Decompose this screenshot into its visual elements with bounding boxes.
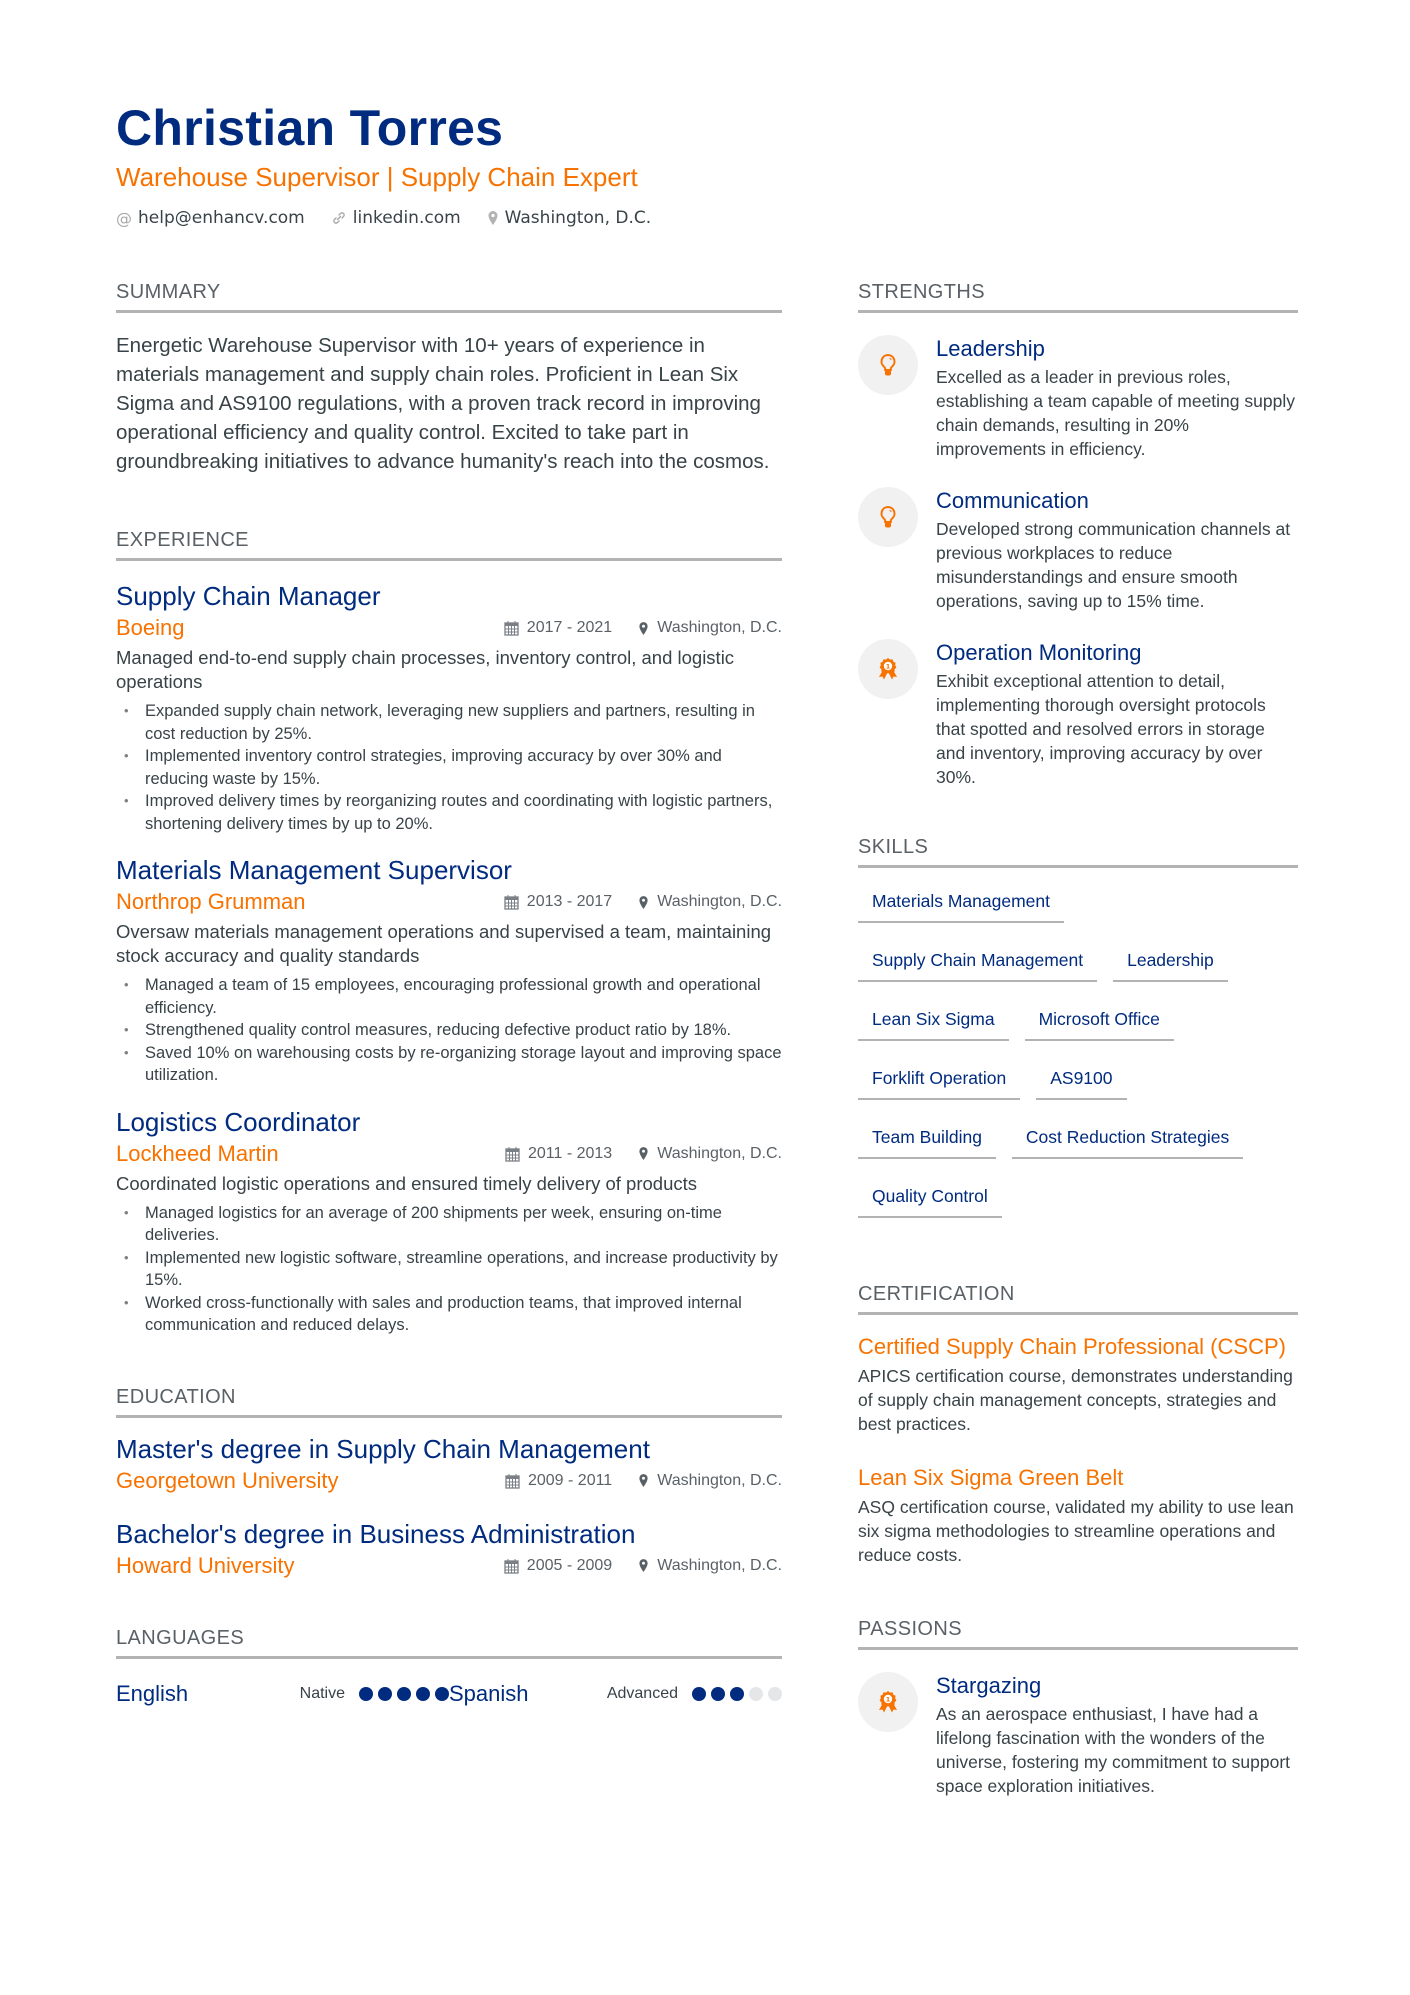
summary-section (116, 280, 782, 476)
strengths-heading: STRENGTHS (858, 280, 1298, 313)
calendar-icon (504, 620, 519, 636)
job-dates: 2011 - 2013 (527, 1144, 613, 1162)
calendar-icon (505, 1473, 520, 1489)
job-bullets (116, 700, 782, 835)
language-name: English (116, 1680, 189, 1706)
education-section (116, 1385, 782, 1580)
at-icon: @ (116, 208, 132, 228)
skill-tag: Materials Management (858, 884, 1064, 923)
languages-heading: LANGUAGES (116, 1626, 782, 1659)
experience-item (116, 853, 782, 1087)
certification-title: Lean Six Sigma Green Belt (858, 1465, 1124, 1490)
passion-title: Stargazing (936, 1673, 1042, 1698)
job-location: Washington, D.C. (657, 1144, 782, 1162)
skill-tag: Supply Chain Management (858, 943, 1097, 982)
contact-location-text: Washington, D.C. (504, 208, 652, 228)
rating-dot-filled (359, 1687, 373, 1701)
svg-text:1: 1 (885, 662, 891, 671)
education-location: Washington, D.C. (657, 1471, 782, 1489)
school-name: Howard University (116, 1552, 295, 1578)
contact-location (487, 208, 651, 228)
rating-dot-filled (416, 1687, 430, 1701)
education-location: Washington, D.C. (657, 1556, 782, 1574)
certification-title: Certified Supply Chain Professional (CSCP) (858, 1334, 1286, 1359)
rating-dot-empty (768, 1687, 782, 1701)
job-location: Washington, D.C. (657, 619, 782, 636)
job-bullets (116, 1202, 782, 1337)
job-bullet: • Implemented inventory control strategies, improving accuracy by over 30% and reducing waste by 15%. (116, 745, 782, 790)
calendar-icon (504, 1558, 519, 1574)
strength-title: Operation Monitoring (936, 640, 1142, 665)
strength-description: Developed strong communication channels at previous workplaces to reduce misunderstandings and ensure smooth operations, saving up to 15% time. (936, 519, 1291, 611)
skill-tag: Quality Control (858, 1179, 1002, 1218)
skill-tag: Forklift Operation (858, 1061, 1020, 1100)
skill-tag: AS9100 (1036, 1061, 1126, 1100)
location-pin-icon (638, 1558, 649, 1573)
skills-section (858, 835, 1298, 1238)
contact-linkedin[interactable] (331, 208, 461, 228)
strength-item (858, 487, 1298, 613)
skill-tag: Team Building (858, 1120, 996, 1159)
svg-text:1: 1 (885, 1695, 891, 1704)
job-bullet: • Expanded supply chain network, leveraging new suppliers and partners, resulting in cost reduction by 25%. (116, 700, 782, 745)
job-dates: 2013 - 2017 (526, 893, 613, 910)
passions-heading: PASSIONS (858, 1617, 1298, 1650)
certification-description: ASQ certification course, validated my ability to use lean six sigma methodologies to streamline operations and reduce costs. (858, 1497, 1294, 1565)
job-title: Supply Chain Manager (116, 581, 381, 611)
job-location: Washington, D.C. (657, 893, 782, 910)
company-name: Boeing (116, 615, 185, 640)
right-column (858, 280, 1298, 1798)
education-heading: EDUCATION (116, 1385, 782, 1418)
job-dates: 2017 - 2021 (526, 619, 613, 636)
education-dates: 2005 - 2009 (526, 1556, 613, 1574)
language-item (116, 1681, 449, 1707)
experience-item (116, 1105, 782, 1337)
candidate-title: Warehouse Supervisor | Supply Chain Expert (116, 162, 638, 192)
job-bullet: • Managed a team of 15 employees, encouraging professional growth and operational efficiency. (116, 974, 782, 1019)
job-description: Oversaw materials management operations and supervised a team, maintaining stock accuracy and quality standards (116, 921, 772, 966)
strengths-section (858, 280, 1298, 789)
link-icon (331, 210, 347, 226)
calendar-icon (504, 894, 519, 910)
strength-item (858, 639, 1298, 789)
contact-list (116, 208, 1296, 228)
job-title: Logistics Coordinator (116, 1106, 361, 1137)
resume-header (116, 98, 1296, 228)
contact-email-text: help@enhancv.com (138, 208, 305, 228)
experience-section (116, 528, 782, 1337)
job-bullet: • Managed logistics for an average of 200 shipments per week, ensuring on-time deliveries. (116, 1202, 782, 1247)
job-title: Materials Management Supervisor (116, 855, 512, 885)
certification-item (858, 1333, 1298, 1436)
location-pin-icon (638, 1473, 649, 1488)
location-pin-icon (638, 621, 649, 636)
language-level: Native (299, 1684, 345, 1702)
skill-tag: Leadership (1113, 943, 1228, 982)
skill-tag: Cost Reduction Strategies (1012, 1120, 1243, 1159)
school-name: Georgetown University (116, 1467, 339, 1493)
rating-dot-filled (730, 1687, 744, 1701)
rating-dot-filled (397, 1687, 411, 1701)
education-dates: 2009 - 2011 (527, 1471, 613, 1489)
job-bullets (116, 974, 782, 1087)
language-item (449, 1681, 782, 1707)
company-name: Northrop Grumman (116, 889, 306, 914)
rating-dot-filled (435, 1687, 449, 1701)
strength-description: Exhibit exceptional attention to detail, implementing thorough oversight protocols that spotted and resolved errors in storage and inventory, improving accuracy by over 30%. (936, 671, 1266, 787)
education-item (116, 1432, 782, 1495)
rating-dot-filled (711, 1687, 725, 1701)
location-pin-icon (487, 210, 499, 226)
job-description: Coordinated logistic operations and ensured timely delivery of products (116, 1172, 698, 1194)
award-ribbon-icon (858, 639, 918, 699)
strength-title: Leadership (936, 336, 1045, 361)
experience-heading: EXPERIENCE (116, 528, 782, 561)
lightbulb-icon (858, 335, 918, 395)
language-rating (692, 1687, 782, 1701)
award-ribbon-icon (858, 1672, 918, 1732)
job-description: Managed end-to-end supply chain processes, inventory control, and logistic operations (116, 647, 735, 692)
passions-section (858, 1617, 1298, 1798)
left-column (116, 280, 782, 1707)
certification-description: APICS certification course, demonstrates understanding of supply chain management concepts, strategies and best practices. (858, 1366, 1293, 1434)
summary-heading: SUMMARY (116, 280, 782, 313)
education-item (116, 1517, 782, 1580)
contact-linkedin-text: linkedin.com (352, 208, 461, 228)
degree-title: Master's degree in Supply Chain Management (116, 1433, 650, 1464)
passion-item (858, 1672, 1298, 1798)
job-bullet: • Improved delivery times by reorganizing routes and coordinating with logistic partners, shortening delivery times by up to 20%. (116, 790, 782, 835)
certification-item (858, 1464, 1298, 1567)
company-name: Lockheed Martin (116, 1140, 279, 1166)
location-pin-icon (638, 895, 649, 910)
job-bullet: • Worked cross-functionally with sales and production teams, that improved internal communication and reduced delays. (116, 1292, 782, 1337)
rating-dot-empty (749, 1687, 763, 1701)
strength-description: Excelled as a leader in previous roles, establishing a team capable of meeting supply chain demands, resulting in 20% improvements in efficiency. (936, 367, 1295, 459)
rating-dot-filled (378, 1687, 392, 1701)
job-bullet: • Saved 10% on warehousing costs by re-organizing storage layout and improving space utilization. (116, 1042, 782, 1087)
lightbulb-icon (858, 487, 918, 547)
experience-item (116, 579, 782, 835)
skill-tag: Microsoft Office (1025, 1002, 1174, 1041)
certification-section (858, 1282, 1298, 1567)
degree-title: Bachelor's degree in Business Administration (116, 1518, 636, 1549)
rating-dot-filled (692, 1687, 706, 1701)
location-pin-icon (638, 1146, 649, 1161)
passion-description: As an aerospace enthusiast, I have had a lifelong fascination with the wonders of the universe, fostering my commitment to support space exploration initiatives. (936, 1704, 1291, 1796)
contact-email[interactable] (116, 208, 305, 228)
certification-heading: CERTIFICATION (858, 1282, 1298, 1315)
language-rating (359, 1687, 449, 1701)
skills-list (858, 884, 1298, 1238)
language-name: Spanish (449, 1680, 529, 1706)
languages-section (116, 1626, 782, 1707)
job-bullet: • Strengthened quality control measures, reducing defective product ratio by 18%. (116, 1019, 782, 1042)
job-bullet: • Implemented new logistic software, streamline operations, and increase productivity by 15%. (116, 1247, 782, 1292)
skill-tag: Lean Six Sigma (858, 1002, 1009, 1041)
calendar-icon (505, 1146, 520, 1162)
strength-title: Communication (936, 488, 1089, 513)
strength-item (858, 335, 1298, 461)
summary-text: Energetic Warehouse Supervisor with 10+ years of experience in materials management and supply chain roles. Proficient in Lean Six Sigma and AS9100 regulations, with a proven track record in improving operational efficiency and quality control. Excited to take part in groundbreaking initiatives to advance humanity's reach into the cosmos. (116, 334, 770, 473)
skills-heading: SKILLS (858, 835, 1298, 868)
candidate-name: Christian Torres (116, 100, 504, 156)
language-level: Advanced (606, 1684, 678, 1702)
